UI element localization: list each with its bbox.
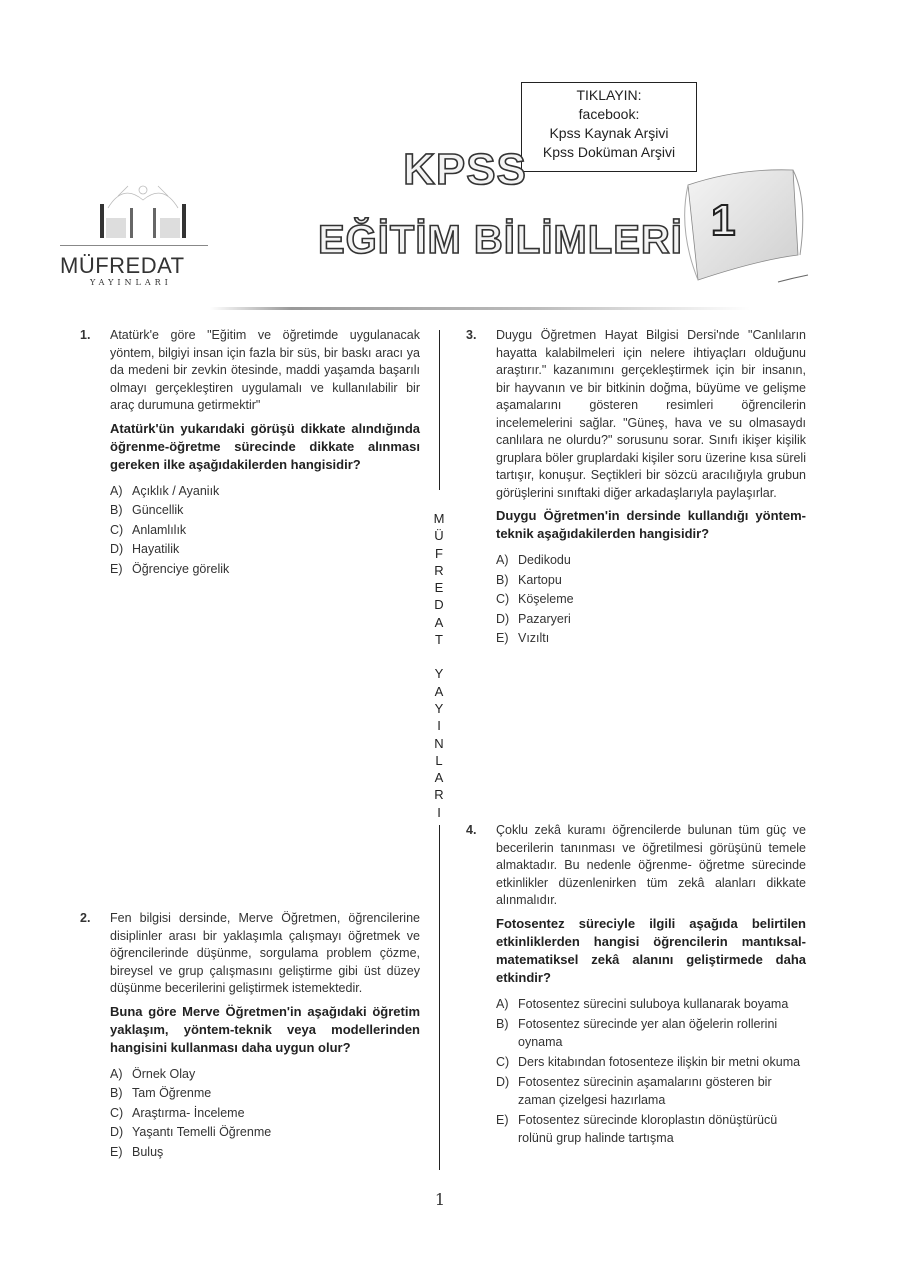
page-title: EĞİTİM BİLİMLERİ xyxy=(318,218,683,262)
promo-line: TIKLAYIN: xyxy=(576,87,642,103)
book-logo-icon xyxy=(88,178,198,242)
column-divider xyxy=(439,825,440,1170)
answer-option-e[interactable]: E) Fotosentez sürecinde kloroplastın dönüştürücü rolünü grup halinde tartışma xyxy=(496,1112,778,1145)
question-2 xyxy=(80,910,420,1162)
answer-option-c[interactable]: C) Anlamlılık xyxy=(110,522,187,537)
question-body: Çoklu zekâ kuramı öğrencilerde bulunan tüm güç ve becerilerin tanınması ve öğretilmesi görüşünü temele almaktadır. Bu nedenle öğrenme- öğretme sürecinde etkinlikler düzenlenirken tüm zekâ alanları dikkate alınmalıdır. xyxy=(496,823,806,907)
publisher-subtitle: YAYINLARI xyxy=(90,278,172,287)
answer-options xyxy=(110,482,420,580)
answer-option-d[interactable]: D) Yaşantı Temelli Öğrenme xyxy=(110,1125,272,1139)
promo-box[interactable] xyxy=(521,82,697,172)
question-number: 3. xyxy=(466,328,477,342)
logo-divider xyxy=(60,245,208,246)
question-body: Atatürk'e göre "Eğitim ve öğretimde uygulanacak yöntem, bilgiyi insan için fazla bir süs, bir baskı aracı ya da medeni bir zevkin ötesinde, maddi yaşamda başarılı olmayı gerçekleştiren uygulamalı ve kullanılabilir bir araç durumuna getirmektir" xyxy=(110,328,420,412)
answer-option-e[interactable]: E) Öğrenciye görelik xyxy=(110,561,230,576)
answer-options xyxy=(110,1065,420,1163)
answer-options xyxy=(496,551,806,649)
answer-option-d[interactable]: D) Pazaryeri xyxy=(496,611,571,626)
answer-option-d[interactable]: D) Fotosentez sürecinin aşamalarını gösteren bir zaman çizelgesi hazırlama xyxy=(496,1074,772,1107)
question-stem: Atatürk'ün yukarıdaki görüşü dikkate alındığında öğrenme-öğretme sürecinde dikkate alınması gereken ilke aşağıdakilerden hangisidir? xyxy=(110,420,420,472)
promo-line: Kpss Kaynak Arşivi xyxy=(549,125,669,141)
question-body: Duygu Öğretmen Hayat Bilgisi Dersi'nde "Canlıların hayatta kalabilmeleri için nelere ihtiyaçları olduğunu araştırır." kazanımını gerçekleştirmek için bir insanın, bir hayvanın ve bir bitkinin doğma, büyüme ve gelişme aşamalarını gösteren resimleri öğrencilerin incelemelerini sağlar. "Güneş, hava ve su olmasaydı canlılara ne olurdu?" sorusunu sorar. Sınıfı ikişer kişilik gruplara böler gruplardaki kişiler soru üzerine kısa süreli tartışır, konuşur. Seçtikleri bir sözcü aracılığıyla grubun görüşlerini sınıftaki diğer arkadaşlarıyla paylaşırlar. xyxy=(496,328,806,500)
page-curl-icon xyxy=(668,160,818,300)
page-number: 1 xyxy=(434,1190,446,1209)
question-number: 2. xyxy=(80,911,91,925)
answer-option-a[interactable]: A) Fotosentez sürecini suluboya kullanarak boyama xyxy=(496,996,789,1011)
question-body: Fen bilgisi dersinde, Merve Öğretmen, öğrencilerine disiplinler arası bir yaklaşımla çalışmayı öğretmek ve öğrencilerinde düşünme, sorgulama problem çözme, bireysel ve grup çalışmasını geliştirme gibi üst düzey düşünme becerilerini geliştirmek istemektedir. xyxy=(110,911,420,995)
vertical-publisher-text: M Ü F R E D A T Y A Y I N L A R I xyxy=(433,511,445,820)
answer-option-b[interactable]: B) Kartopu xyxy=(496,572,562,587)
answer-options xyxy=(496,995,806,1147)
header-divider xyxy=(210,307,750,310)
question-stem: Duygu Öğretmen'in dersinde kullandığı yöntem-teknik aşağıdakilerden hangisidir? xyxy=(496,508,806,541)
answer-option-c[interactable]: C) Araştırma- İnceleme xyxy=(110,1105,245,1120)
publisher-name: MÜFREDAT xyxy=(60,253,185,278)
answer-option-e[interactable]: E) Vızıltı xyxy=(496,631,550,645)
question-number: 4. xyxy=(466,823,477,837)
column-divider xyxy=(439,330,440,490)
question-4 xyxy=(466,822,806,1149)
question-1 xyxy=(80,327,420,579)
answer-option-e[interactable]: E) Buluş xyxy=(110,1144,164,1159)
answer-option-b[interactable]: B) Güncellik xyxy=(110,503,184,517)
promo-line: Kpss Doküman Arşivi xyxy=(542,144,676,160)
answer-option-a[interactable]: A) Dedikodu xyxy=(496,553,571,567)
answer-option-c[interactable]: C) Ders kitabından fotosenteze ilişkin bir metni okuma xyxy=(496,1054,801,1069)
question-3 xyxy=(466,327,806,649)
answer-option-c[interactable]: C) Köşeleme xyxy=(496,592,574,606)
answer-option-d[interactable]: D) Hayatilik xyxy=(110,542,180,556)
answer-option-a[interactable]: A) Açıklık / Ayaniık xyxy=(110,483,220,498)
answer-option-b[interactable]: B) Tam Öğrenme xyxy=(110,1086,212,1100)
promo-line: facebook: xyxy=(578,106,640,122)
answer-option-a[interactable]: A) Örnek Olay xyxy=(110,1066,196,1081)
question-stem: Buna göre Merve Öğretmen'in aşağıdaki öğretim yaklaşım, yöntem-teknik veya modellerinden hangisini kullanması daha uygun olur? xyxy=(110,1003,420,1055)
exam-name: KPSS xyxy=(403,145,527,194)
question-number: 1. xyxy=(80,328,91,342)
question-stem: Fotosentez süreciyle ilgili aşağıda belirtilen etkinliklerden hangisi öğrencilerin mantıksal-matematiksel zekâ alanını geliştirmede daha etkindir? xyxy=(496,915,806,985)
answer-option-b[interactable]: B) Fotosentez sürecinde yer alan öğelerin rollerini oynama xyxy=(496,1016,778,1049)
booklet-number: 1 xyxy=(711,196,736,245)
